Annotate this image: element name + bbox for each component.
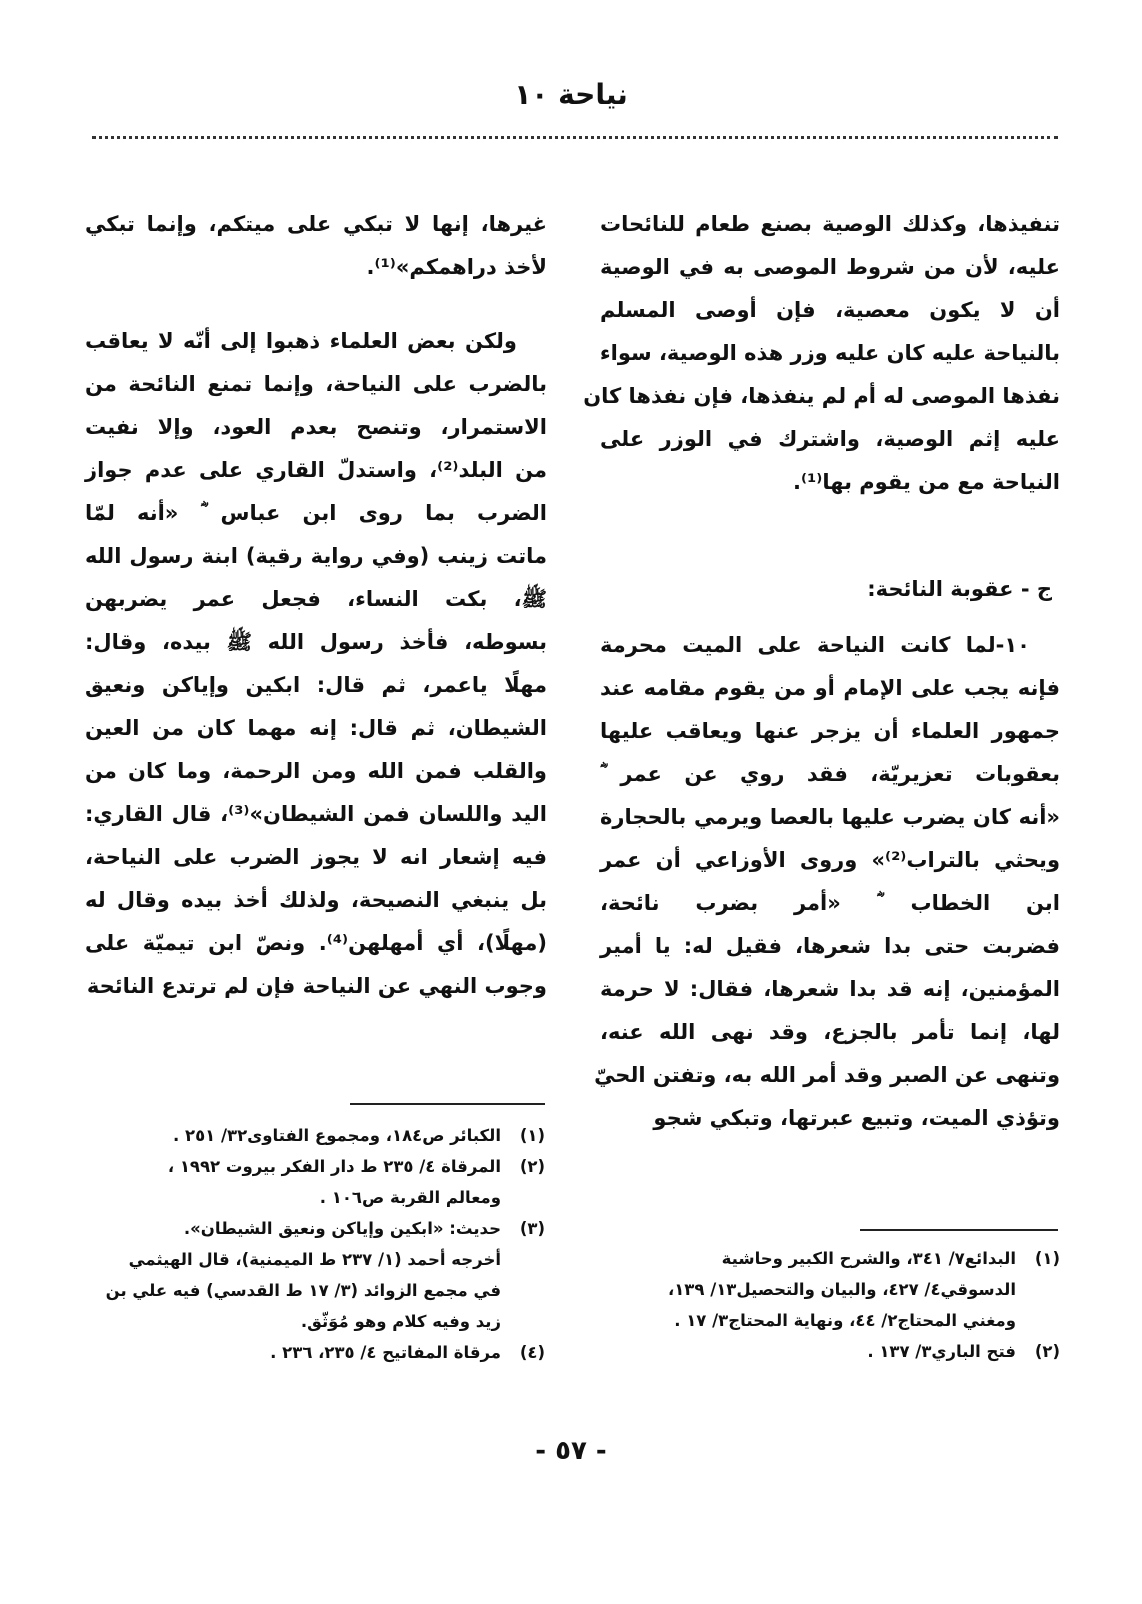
footnote-number: (١) [1034, 1249, 1060, 1268]
text-line: بالنياحة عليه كان عليه وزر هذه الوصية، سواء [599, 341, 1060, 365]
text-line: ١٠-لما كانت النياحة على الميت محرمة [600, 633, 1030, 657]
footnote-number: (١) [519, 1126, 545, 1145]
text-line: بل ينبغي النصيحة، ولذلك أخذ بيده وقال له [85, 888, 547, 912]
right-column-top [583, 203, 1060, 504]
footnote-text: في مجمع الزوائد (٣/ ١٧ ط القدسي) فيه علي بن [105, 1281, 501, 1300]
text-line: جمهور العلماء أن يزجر عنها ويعاقب عليها [600, 719, 1060, 743]
text-line: فيه إشعار انه لا يجوز الضرب على النياحة، [85, 845, 547, 869]
left-footnotes [85, 1120, 545, 1368]
footnote-number: (٢) [1034, 1342, 1060, 1361]
footnote-text: أخرجه أحمد (١/ ٢٣٧ ط الميمنية)، قال الهيثمي [128, 1250, 501, 1269]
footnote-line [85, 1306, 545, 1337]
right-column-body [594, 624, 1060, 1140]
footnote-line [600, 1336, 1060, 1367]
page-header-title: نياحة ١٠ [514, 78, 628, 111]
text-line: أن لا يكون معصية، فإن أوصى المسلم [600, 298, 1060, 322]
text-line: ويحثي بالتراب⁽²⁾» وروى الأوزاعي أن عمر [600, 848, 1060, 872]
footnote-divider-right [860, 1229, 1058, 1231]
footnote-line [85, 1182, 545, 1213]
footnote-text: البدائع٧/ ٣٤١، والشرح الكبير وحاشية [721, 1249, 1016, 1268]
text-line: لها، إنما تأمر بالجزع، وقد نهى الله عنه، [600, 1020, 1060, 1044]
right-footnotes [600, 1243, 1060, 1367]
footnote-number: (٤) [519, 1343, 545, 1362]
text-line: مهلًا ياعمر، ثم قال: ابكين وإياكن ونعيق [85, 673, 547, 697]
footnote-line [85, 1244, 545, 1275]
text-line: «أنه كان يضرب عليها بالعصا ويرمي بالحجارة [600, 805, 1060, 829]
footnote-divider-left [350, 1103, 545, 1105]
header-dotted-divider [92, 136, 1058, 139]
text-line: تنفيذها، وكذلك الوصية بصنع طعام للنائحات [600, 212, 1060, 236]
left-column-body [85, 320, 547, 1008]
text-line: ﷺ، بكت النساء، فجعل عمر يضربهن [85, 587, 547, 611]
text-line: ماتت زينب (وفي رواية رقية) ابنة رسول الله [85, 544, 547, 568]
page-number: - ٥٧ - [535, 1436, 607, 1466]
footnote-text: الدسوقي٤/ ٤٢٧، والبيان والتحصيل١٣/ ١٣٩، [667, 1280, 1016, 1299]
text-line: فإنه يجب على الإمام أو من يقوم مقامه عند [600, 676, 1060, 700]
text-line: لأخذ دراهمكم»⁽¹⁾. [366, 255, 547, 279]
text-line: النياحة مع من يقوم بها⁽¹⁾. [793, 470, 1060, 494]
footnote-text: الكبائر ص١٨٤، ومجموع الفتاوى٣٢/ ٢٥١ . [172, 1126, 501, 1145]
footnote-line [600, 1243, 1060, 1274]
text-line: اليد واللسان فمن الشيطان»⁽³⁾، قال القاري: [85, 802, 547, 826]
footnote-text: المرقاة ٤/ ٢٣٥ ط دار الفكر بيروت ١٩٩٢ ، [167, 1157, 501, 1176]
text-line: فضربت حتى بدا شعرها، فقيل له: يا أمير [600, 934, 1060, 958]
footnote-line [600, 1305, 1060, 1336]
text-line: بالضرب على النياحة، وإنما تمنع النائحة من [85, 372, 547, 396]
text-line: بعقوبات تعزيريّة، فقد روي عن عمر ؓ [600, 762, 1060, 786]
footnote-number: (٢) [519, 1157, 545, 1176]
footnote-line [85, 1275, 545, 1306]
text-line: المؤمنين، إنه قد بدا شعرها، فقال: لا حرمة [600, 977, 1060, 1001]
footnote-text: مرقاة المفاتيح ٤/ ٢٣٥، ٢٣٦ . [270, 1343, 501, 1362]
footnote-text: زيد وفيه كلام وهو مُوَثّق. [300, 1312, 501, 1331]
text-line: الضرب بما روى ابن عباس ؓ «أنه لمّا [85, 501, 547, 525]
text-line: ابن الخطاب ؓ «أمر بضرب نائحة، [600, 891, 1060, 915]
text-line: وتؤذي الميت، وتبيع عبرتها، وتبكي شجو [653, 1106, 1060, 1130]
footnote-text: فتح الباري٣/ ١٣٧ . [867, 1342, 1016, 1361]
text-line: الاستمرار، وتنصح بعدم العود، وإلا نفيت [85, 415, 547, 439]
footnote-text: حديث: «ابكين وإياكن ونعيق الشيطان». [183, 1219, 501, 1238]
footnote-text: ومغني المحتاج٢/ ٤٤، ونهاية المحتاج٣/ ١٧ . [674, 1311, 1016, 1330]
text-line: (مهلًا)، أي أمهلهن⁽⁴⁾. ونصّ ابن تيميّة على [85, 931, 547, 955]
footnote-text: ومعالم القربة ص١٠٦ . [319, 1188, 501, 1207]
text-line: وتنهى عن الصبر وقد أمر الله به، وتفتن الحيّ [594, 1063, 1060, 1087]
footnote-number: (٣) [519, 1219, 545, 1238]
footnote-line [85, 1120, 545, 1151]
footnote-line [85, 1151, 545, 1182]
right-column-section [600, 568, 1060, 611]
footnote-line [600, 1274, 1060, 1305]
text-line: عليه، لأن من شروط الموصى به في الوصية [600, 255, 1060, 279]
text-line: الشيطان، ثم قال: إنه مهما كان من العين [85, 716, 547, 740]
text-line: والقلب فمن الله ومن الرحمة، وما كان من [85, 759, 547, 783]
text-line: وجوب النهي عن النياحة فإن لم ترتدع النائحة [86, 974, 547, 998]
footnote-line [85, 1337, 545, 1368]
section-heading: ج - عقوبة النائحة: [867, 577, 1052, 601]
left-column-top [85, 203, 547, 289]
text-line: غيرها، إنها لا تبكي على ميتكم، وإنما تبكي [85, 212, 547, 236]
text-line: عليه إثم الوصية، واشترك في الوزر على [600, 427, 1060, 451]
footnote-line [85, 1213, 545, 1244]
text-line: من البلد⁽²⁾، واستدلّ القاري على عدم جواز [85, 458, 547, 482]
text-line: نفذها الموصى له أم لم ينفذها، فإن نفذها كان [583, 384, 1060, 408]
text-line: ولكن بعض العلماء ذهبوا إلى أنّه لا يعاقب [85, 329, 517, 353]
text-line: بسوطه، فأخذ رسول الله ﷺ بيده، وقال: [85, 630, 547, 654]
